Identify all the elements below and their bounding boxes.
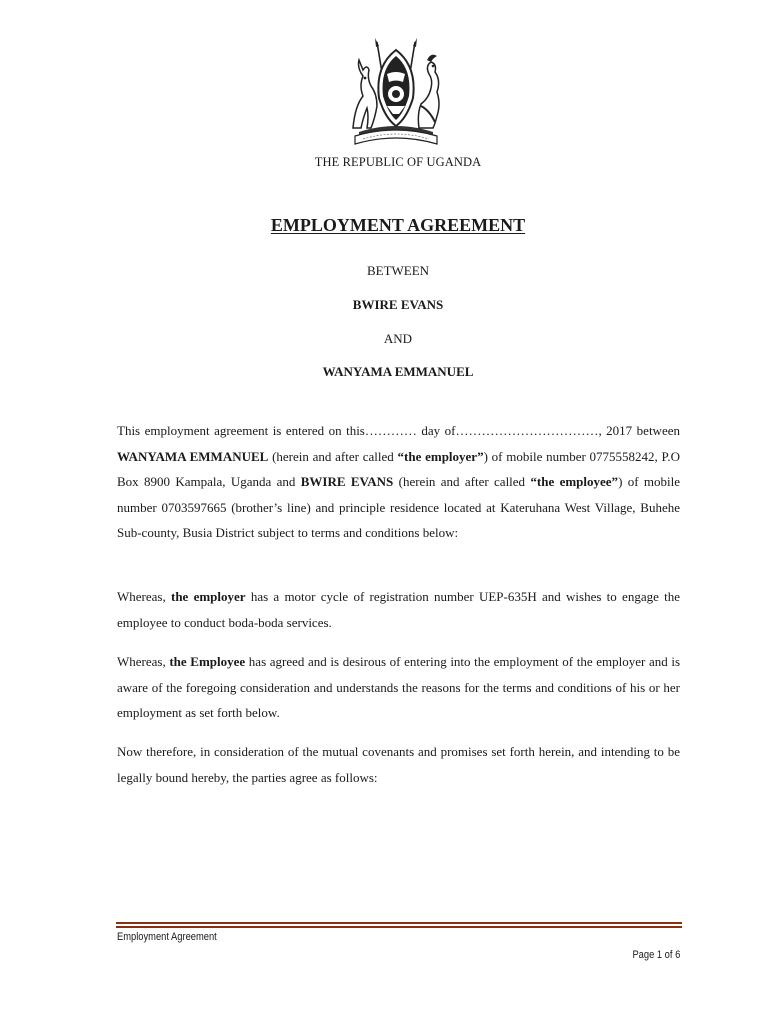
employee-term: “the employee”	[530, 474, 619, 489]
agreement-intro-paragraph: This employment agreement is entered on this………… day of……………………………, 2017 between WANYAMA EMMANUEL (herein and after called “the employer”) of mobile number 0775558242, P.O Box 8900 Kampala, Uganda and BWIRE EVANS (herein and after called “the employee”) of mobile number 0703597665 (brother’s line) and principle residence located at Kateruhana West Village, Buhehe Sub-county, Busia District subject to terms and conditions below:	[117, 423, 681, 540]
whereas-employer-paragraph: Whereas, the employer has a motor cycle of registration number UEP-635H and wishes to engage the employee to conduct boda-boda services.	[117, 589, 681, 630]
page-number: Page 1 of 6	[632, 949, 680, 961]
between-label: BETWEEN	[366, 263, 430, 278]
document-title: EMPLOYMENT AGREEMENT	[270, 215, 526, 235]
footer-document-name: Employment Agreement	[117, 931, 217, 943]
employer-name: WANYAMA EMMANUEL	[117, 448, 269, 464]
and-label: AND	[383, 331, 413, 346]
now-therefore-paragraph: Now therefore, in consideration of the mutual covenants and promises set forth herein, and intending to be legally bound hereby, the parties agree as follows:	[117, 744, 680, 785]
republic-heading: THE REPUBLIC OF UGANDA	[314, 155, 482, 169]
party-one-name: BWIRE EVANS	[352, 297, 444, 312]
footer-divider	[116, 922, 682, 928]
uganda-coat-of-arms-icon	[337, 36, 455, 152]
party-two-name: WANYAMA EMMANUEL	[322, 364, 474, 379]
whereas-employee-paragraph: Whereas, the Employee has agreed and is desirous of entering into the employment of the employer and is aware of the foregoing consideration and understands the reasons for the terms and conditions of his or her employment as set forth below.	[117, 654, 681, 720]
employer-term: “the employer”	[397, 448, 484, 464]
employee-name: BWIRE EVANS	[300, 474, 394, 489]
